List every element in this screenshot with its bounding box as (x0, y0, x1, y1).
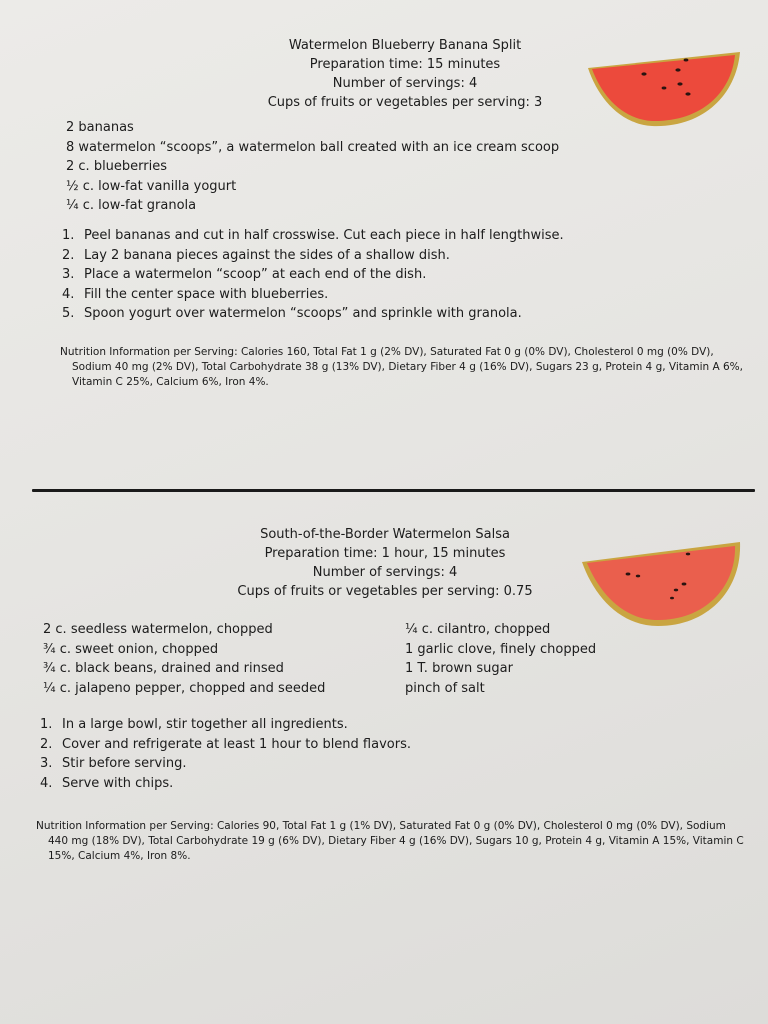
step-text: Peel bananas and cut in half crosswise. Cut each piece in half lengthwise. (84, 228, 564, 243)
instruction-list (62, 226, 564, 324)
nutrition-info (60, 345, 750, 390)
step-number: 2. (40, 736, 53, 752)
prep-time: Preparation time: 15 minutes (309, 57, 501, 72)
instruction-step (62, 304, 564, 324)
cups-per-serving: Cups of fruits or vegetables per serving: 3 (267, 95, 543, 110)
ingredient-item: ¾ c. black beans, drained and rinsed (43, 661, 284, 676)
step-number: 4. (40, 775, 53, 791)
prep-time: Preparation time: 1 hour, 15 minutes (264, 546, 506, 561)
instruction-list (40, 715, 411, 793)
instruction-step (62, 265, 564, 285)
watermelon-slice-icon (580, 540, 744, 628)
instruction-step (40, 774, 411, 794)
ingredient-list-left (43, 620, 325, 698)
nutrition-info (36, 819, 748, 864)
ingredient-item: ¾ c. sweet onion, chopped (43, 641, 219, 657)
step-text: Cover and refrigerate at least 1 hour to blend flavors. (62, 736, 411, 752)
ingredient-item: 2 bananas (66, 120, 134, 135)
step-number: 5. (62, 306, 75, 321)
watermelon-slice-icon (584, 48, 744, 130)
step-text: Lay 2 banana pieces against the sides of a shallow dish. (84, 247, 450, 263)
section-divider (32, 489, 755, 492)
ingredient-item: ½ c. low-fat vanilla yogurt (66, 178, 237, 194)
nutrition-text: Nutrition Information per Serving: Calories 160, Total Fat 1 g (2% DV), Saturated Fat 0 g (0% DV), Cholesterol 0 mg (0% DV), Sodium 40 mg (2% DV), Total Carbohydrate 38 g (13% DV), Dietary Fiber 4 g (16% DV), Sugars 23 g, Protein 4 g, Vitamin A 6%, Vitamin C 25%, Calcium 6%, Iron 4%. (60, 346, 743, 388)
step-text: Serve with chips. (62, 775, 174, 791)
ingredient-item: 2 c. blueberries (66, 159, 168, 174)
instruction-step (40, 715, 411, 735)
step-number: 2. (62, 247, 75, 263)
step-text: Stir before serving. (62, 756, 187, 771)
ingredient-item: 8 watermelon “scoops”, a watermelon ball created with an ice cream scoop (66, 139, 560, 155)
ingredient-item: pinch of salt (405, 680, 485, 696)
instruction-step (62, 285, 564, 305)
ingredient-item: 2 c. seedless watermelon, chopped (43, 622, 273, 637)
step-text: Place a watermelon “scoop” at each end of the dish. (84, 267, 427, 282)
nutrition-text: Nutrition Information per Serving: Calories 90, Total Fat 1 g (1% DV), Saturated Fat 0 g (0% DV), Cholesterol 0 mg (0% DV), Sodium 440 mg (18% DV), Total Carbohydrate 19 g (6% DV), Dietary Fiber 4 g (16% DV), Sugars 10 g, Protein 4 g, Vitamin A 15%, Vitamin C 15%, Calcium 4%, Iron 8%. (36, 820, 744, 862)
instruction-step (62, 246, 564, 266)
instruction-step (40, 754, 411, 774)
step-number: 3. (40, 756, 53, 771)
servings: Number of servings: 4 (312, 565, 458, 580)
servings: Number of servings: 4 (332, 76, 478, 91)
recipe-title: Watermelon Blueberry Banana Split (288, 38, 522, 53)
ingredient-item: ¼ c. jalapeno pepper, chopped and seeded (43, 680, 326, 696)
instruction-step (40, 735, 411, 755)
step-text: Fill the center space with blueberries. (84, 286, 329, 302)
ingredient-item: 1 garlic clove, finely chopped (405, 641, 597, 657)
recipe-title: South-of-the-Border Watermelon Salsa (260, 527, 510, 542)
cups-per-serving: Cups of fruits or vegetables per serving: 0.75 (237, 584, 533, 599)
step-text: Spoon yogurt over watermelon “scoops” and sprinkle with granola. (84, 306, 522, 321)
instruction-step (62, 226, 564, 246)
ingredient-item: ¼ c. low-fat granola (66, 198, 197, 213)
ingredient-list (66, 118, 559, 216)
ingredient-list-right (405, 620, 596, 698)
step-number: 1. (62, 228, 75, 243)
step-text: In a large bowl, stir together all ingredients. (62, 717, 348, 732)
step-number: 1. (40, 717, 53, 732)
ingredient-item: 1 T. brown sugar (405, 661, 513, 676)
step-number: 4. (62, 286, 75, 302)
step-number: 3. (62, 267, 75, 282)
ingredient-item: ¼ c. cilantro, chopped (405, 622, 551, 637)
